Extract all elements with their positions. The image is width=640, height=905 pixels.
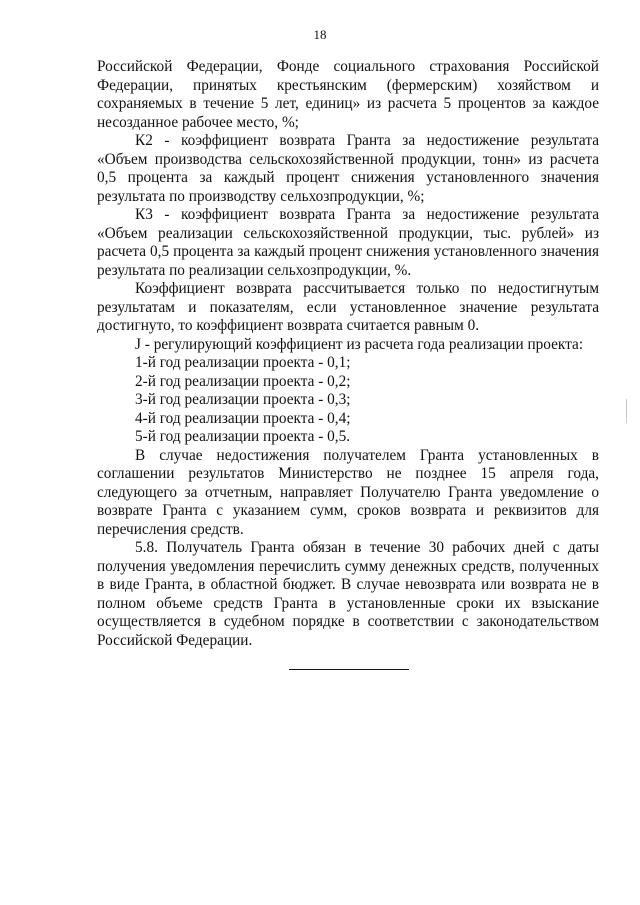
paragraph-5-8: 5.8. Получатель Гранта обязан в течение 30 рабочих дней с даты получения уведомления перечислить сумму денежных средств, полученных в виде Гранта, в областной бюджет. В случае невозврата или возврата не в полном объеме средств Гранта в установленные сроки их взыскание осуществляется в судебном порядке в соответствии с законодательством Российской Федерации. (97, 539, 599, 649)
paragraph-notification: В случае недостижения получателем Гранта установленных в соглашении результатов Министерство не позднее 15 апреля года, следующего за отчетным, направляет Получателю Гранта уведомление о возврате Гранта с указанием сумм, сроков возврата и реквизитов для перечисления средств. (97, 446, 599, 538)
list-item-year-1: 1-й год реализации проекта - 0,1; (135, 354, 351, 371)
page-number: 18 (313, 27, 327, 42)
end-of-document-rule (289, 669, 409, 670)
list-item-year-4: 4-й год реализации проекта - 0,4; (135, 409, 351, 427)
paragraph-j-coefficient: J - регулирующий коэффициент из расчета года реализации проекта: (135, 335, 584, 353)
paragraph-k3: К3 - коэффициент возврата Гранта за недостижение результата «Объем реализации сельскохозяйственной продукции, тыс. рублей» из расчета 0,5 процента за каждый процент снижения установленного значения результата по реализации сельхозпродукции, %. (97, 206, 599, 279)
list-item-year-2: 2-й год реализации проекта - 0,2; (135, 372, 351, 390)
paragraph-coefficient-rule: Коэффициент возврата рассчитывается только по недостигнутым результатам и показателям, если установленное значение результата достигнуто, то коэффициент возврата считается равным 0. (97, 280, 599, 334)
document-body (97, 58, 599, 650)
paragraph-continuation: Российской Федерации, Фонде социального страхования Российской Федерации, принятых крестьянским (фермерским) хозяйством и сохраняемых в течение 5 лет, единиц» из расчета 5 процентов за каждое несозданное рабочее место, %; (97, 58, 599, 131)
scan-margin-mark (626, 399, 627, 423)
paragraph-k2: К2 - коэффициент возврата Гранта за недостижение результата «Объем производства сельскохозяйственной продукции, тонн» из расчета 0,5 процента за каждый процент снижения установленного значения результата по производству сельхозпродукции, %; (97, 132, 599, 205)
list-item-year-3: 3-й год реализации проекта - 0,3; (135, 391, 351, 408)
list-item-year-5: 5-й год реализации проекта - 0,5. (135, 428, 351, 445)
